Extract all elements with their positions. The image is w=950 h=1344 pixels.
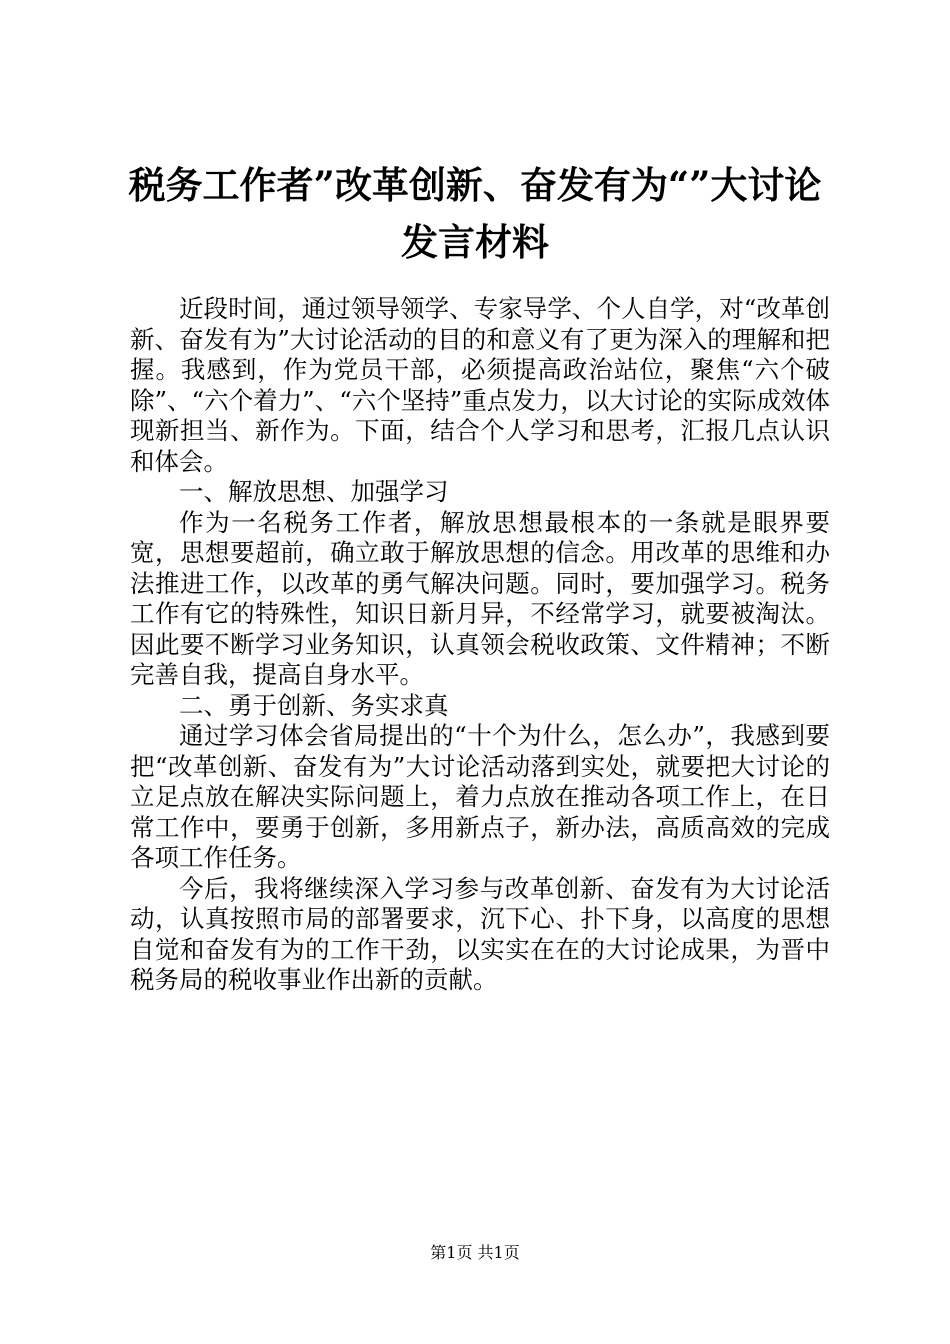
closing-paragraph: 今后，我将继续深入学习参与改革创新、奋发有为大讨论活动，认真按照市局的部署要求，沉下心、扑下身，以高度的思想自觉和奋发有为的工作干劲，以实实在在的大讨论成果，为晋中税务局的税收事业作出新的贡献。: [130, 873, 830, 994]
section-heading-1: 一、解放思想、加强学习: [179, 477, 449, 506]
section-heading-2: 二、勇于创新、务实求真: [179, 690, 449, 720]
document-title-line-2: 发言材料: [401, 220, 549, 264]
section-paragraph-2: 通过学习体会省局提出的“十个为什么，怎么办”，我感到要把“改革创新、奋发有为”大讨论活动落到实处，就要把大讨论的立足点放在解决实际问题上，着力点放在推动各项工作上，在日常工作中，要勇于创新，多用新点子，新办法，高质高效的完成各项工作任务。: [130, 721, 830, 872]
document-body: [130, 294, 830, 996]
intro-paragraph: 近段时间，通过领导领学、专家导学、个人自学，对“改革创新、奋发有为”大讨论活动的目的和意义有了更为深入的理解和把握。我感到，作为党员干部，必须提高政治站位，聚焦“六个破除”、“六个着力”、“六个坚持”重点发力，以大讨论的实际成效体现新担当、新作为。下面，结合个人学习和思考，汇报几点认识和体会。: [130, 294, 830, 476]
section-paragraph-1: 作为一名税务工作者，解放思想最根本的一条就是眼界要宽，思想要超前，确立敢于解放思想的信念。用改革的思维和办法推进工作，以改革的勇气解决问题。同时，要加强学习。税务工作有它的特殊性，知识日新月异，不经常学习，就要被淘汰。因此要不断学习业务知识，认真领会税收政策、文件精神；不断完善自我，提高自身水平。: [130, 507, 830, 689]
page-footer: 第1页 共1页: [430, 1243, 520, 1262]
document-title-line-1: 税务工作者”改革创新、奋发有为“”大讨论: [128, 163, 822, 207]
